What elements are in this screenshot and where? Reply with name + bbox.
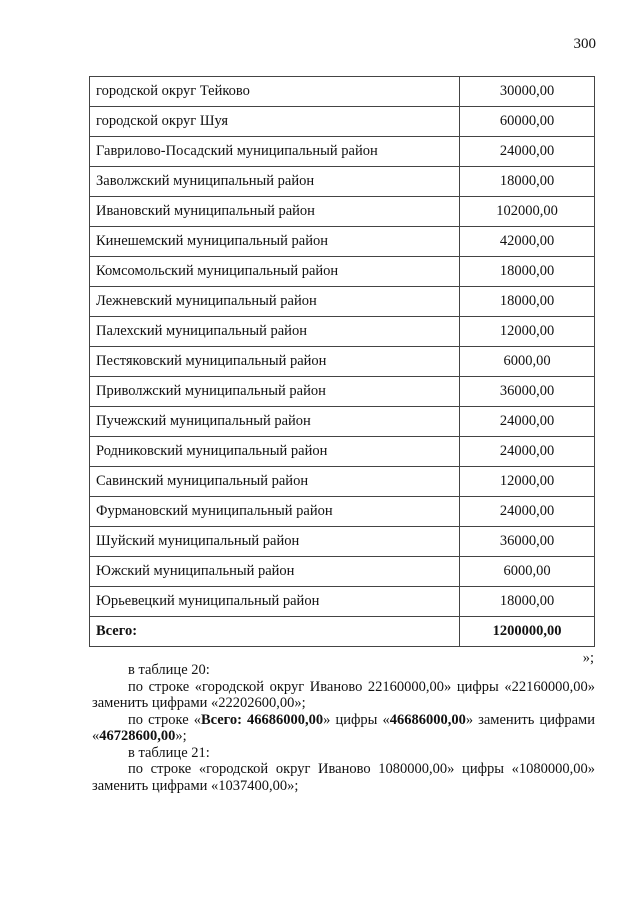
table-row — [90, 587, 595, 617]
municipality-name: Заволжский муниципальный район — [90, 167, 460, 197]
municipality-name: Фурмановский муниципальный район — [90, 497, 460, 527]
table-row — [90, 467, 595, 497]
amount-value: 42000,00 — [460, 227, 595, 257]
amount-value: 18000,00 — [460, 167, 595, 197]
municipality-name: городской округ Тейково — [90, 77, 460, 107]
table-row — [90, 317, 595, 347]
municipality-name: Пестяковский муниципальный район — [90, 347, 460, 377]
table-row — [90, 197, 595, 227]
paragraph-ivanovo-row: по строке «городской округ Иваново 22160000,00» цифры «22160000,00» заменить цифрами «22202600,00»; — [92, 678, 595, 711]
municipality-name: Савинский муниципальный район — [90, 467, 460, 497]
municipality-name: Южский муниципальный район — [90, 557, 460, 587]
table-row — [90, 347, 595, 377]
municipality-name: Ивановский муниципальный район — [90, 197, 460, 227]
municipality-name: Кинешемский муниципальный район — [90, 227, 460, 257]
table-body — [90, 77, 595, 647]
amount-value: 18000,00 — [460, 257, 595, 287]
paragraph-total-row — [92, 712, 595, 745]
amount-value: 24000,00 — [460, 437, 595, 467]
total-label: Всего: — [90, 617, 460, 647]
municipality-name: Юрьевецкий муниципальный район — [90, 587, 460, 617]
table-row — [90, 527, 595, 557]
municipality-name: городской округ Шуя — [90, 107, 460, 137]
amount-value: 12000,00 — [460, 467, 595, 497]
amount-value: 18000,00 — [460, 287, 595, 317]
amount-value: 12000,00 — [460, 317, 595, 347]
bold-total-label: Всего: 46686000,00 — [200, 711, 324, 728]
municipality-name: Шуйский муниципальный район — [90, 527, 460, 557]
municipality-name: Родниковский муниципальный район — [90, 437, 460, 467]
amount-value: 36000,00 — [460, 377, 595, 407]
bold-old-value: 46686000,00 — [389, 711, 466, 728]
table-row — [90, 407, 595, 437]
table-row — [90, 137, 595, 167]
amount-value: 60000,00 — [460, 107, 595, 137]
total-row — [90, 617, 595, 647]
municipality-name: Комсомольский муниципальный район — [90, 257, 460, 287]
municipality-name: Пучежский муниципальный район — [90, 407, 460, 437]
amount-value: 18000,00 — [460, 587, 595, 617]
allocation-table — [89, 76, 595, 647]
text-fragment: » заменить цифрами « — [92, 711, 595, 744]
table-row — [90, 437, 595, 467]
amount-value: 24000,00 — [460, 137, 595, 167]
text-fragment: по строке « — [128, 711, 201, 728]
paragraph-table-20: в таблице 20: — [128, 662, 210, 678]
table-row — [90, 497, 595, 527]
table-row — [90, 107, 595, 137]
municipality-name: Лежневский муниципальный район — [90, 287, 460, 317]
table-row — [90, 227, 595, 257]
amendment-text — [92, 662, 595, 794]
amount-value: 6000,00 — [460, 347, 595, 377]
table-row — [90, 167, 595, 197]
closing-quote: »; — [582, 650, 594, 666]
table-row — [90, 257, 595, 287]
amount-value: 24000,00 — [460, 407, 595, 437]
amount-value: 36000,00 — [460, 527, 595, 557]
table-row — [90, 377, 595, 407]
amount-value: 102000,00 — [460, 197, 595, 227]
page-number: 300 — [573, 36, 596, 52]
text-fragment: » цифры « — [323, 711, 390, 728]
municipality-name: Гаврилово-Посадский муниципальный район — [90, 137, 460, 167]
municipality-name: Палехский муниципальный район — [90, 317, 460, 347]
bold-new-value: 46728600,00 — [99, 728, 176, 744]
municipality-name: Приволжский муниципальный район — [90, 377, 460, 407]
table-row — [90, 77, 595, 107]
text-fragment: »; — [175, 728, 187, 744]
amount-value: 30000,00 — [460, 77, 595, 107]
paragraph-ivanovo-row-21: по строке «городской округ Иваново 1080000,00» цифры «1080000,00» заменить цифрами «1037400,00»; — [92, 761, 595, 794]
paragraph-table-21: в таблице 21: — [128, 744, 210, 761]
amount-value: 6000,00 — [460, 557, 595, 587]
table-row — [90, 287, 595, 317]
table-row — [90, 557, 595, 587]
amount-value: 24000,00 — [460, 497, 595, 527]
total-amount: 1200000,00 — [460, 617, 595, 647]
